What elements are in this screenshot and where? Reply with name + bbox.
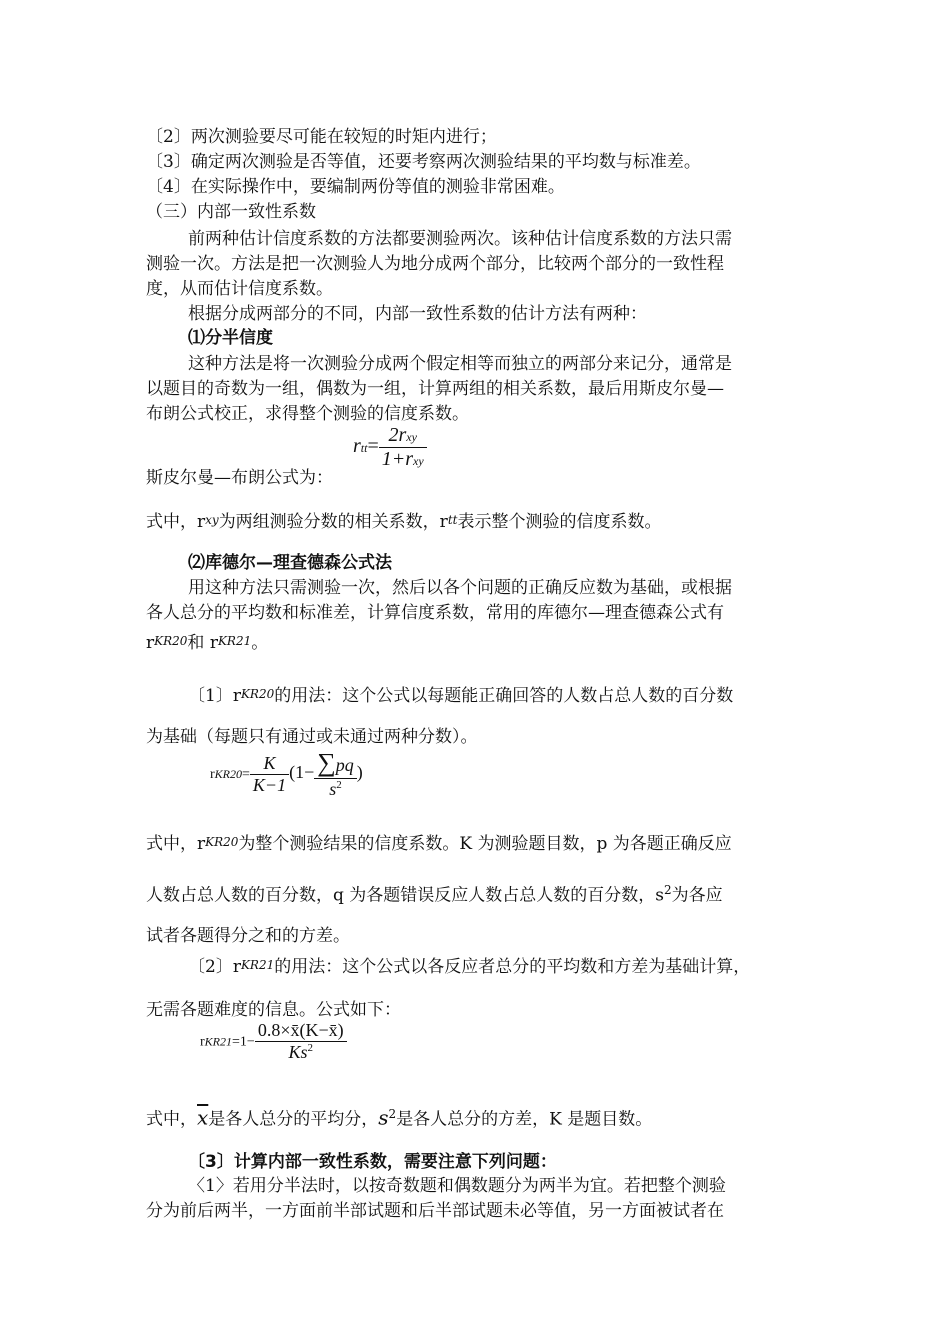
paragraph-line: 各人总分的平均数和标准差，计算信度系数，常用的库德尔—理查德森公式有 (146, 603, 724, 623)
paragraph-line: 〔3〕确定两次测验是否等值，还要考察两次测验结果的平均数与标准差。 (146, 152, 701, 172)
formula-label: 斯皮尔曼—布朗公式为： (146, 468, 333, 488)
kr20-formula: rKR20= $\frac{K}{K-1}$ (1− $\frac{\sum pq}{s^2}$ ) (210, 748, 363, 799)
spearman-brown-formula: rtt= $\frac{\text{2rxy}}{\text{1+rxy}}$ (353, 424, 427, 471)
paragraph-line: 度，从而估计信度系数。 (146, 279, 333, 299)
subsection-heading: ⑵库德尔—理查德森公式法 (188, 553, 392, 573)
paragraph-line: 〔2〕两次测验要尽可能在较短的时矩内进行； (146, 127, 497, 147)
paragraph-line: 〔1〕rKR20的用法：这个公式以每题能正确回答的人数占总人数的百分数 (188, 686, 734, 706)
paragraph-line: 分为前后两半，一方面前半部试题和后半部试题未必等值，另一方面被试者在 (146, 1201, 724, 1221)
paragraph-line: 〔4〕在实际操作中，要编制两份等值的测验非常困难。 (146, 177, 565, 197)
paragraph-line: 式中，rKR20为整个测验结果的信度系数。K 为测验题目数，p 为各题正确反应 (146, 834, 732, 854)
paragraph-line: 〈1〉若用分半法时，以按奇数题和偶数题分为两半为宜。若把整个测验 (188, 1176, 726, 1196)
subsection-heading: 〔3〕计算内部一致性系数，需要注意下列问题： (188, 1152, 557, 1172)
subsection-heading: ⑴分半信度 (188, 328, 273, 348)
paragraph-line: 根据分成两部分的不同，内部一致性系数的估计方法有两种： (188, 304, 647, 324)
paragraph-line: 人数占总人数的百分数，q 为各题错误反应人数占总人数的百分数，$s^2$为各应 (146, 883, 723, 906)
paragraph-line: 式中，rxy为两组测验分数的相关系数，rtt表示整个测验的信度系数。 (146, 512, 662, 532)
section-heading: （三）内部一致性系数 (146, 202, 316, 222)
paragraph-line: 这种方法是将一次测验分成两个假定相等而独立的两部分来记分，通常是 (188, 354, 732, 374)
paragraph-line: 式中，$\overline{x}$是各人总分的平均分，$s^2$是各人总分的方差，K 是题目数。 (146, 1105, 653, 1130)
paragraph-line: 为基础（每题只有通过或未通过两种分数）。 (146, 727, 478, 747)
paragraph-line: 以题目的奇数为一组，偶数为一组，计算两组的相关系数，最后用斯皮尔曼— (146, 379, 724, 399)
paragraph-line: 布朗公式校正，求得整个测验的信度系数。 (146, 404, 469, 424)
paragraph-line: 用这种方法只需测验一次，然后以各个问题的正确反应数为基础，或根据 (188, 578, 732, 598)
paragraph-line: rKR20和 rKR21。 (146, 633, 269, 653)
kr21-formula: rKR21=1− $\frac{0.8\times x̄(K-x̄)}{Ks^2}$ (200, 1020, 347, 1063)
paragraph-line: 试者各题得分之和的方差。 (146, 926, 350, 946)
paragraph-line: 〔2〕rKR21的用法：这个公式以各反应者总分的平均数和方差为基础计算， (188, 957, 751, 977)
paragraph-line: 前两种估计信度系数的方法都要测验两次。该种估计信度系数的方法只需 (188, 229, 732, 249)
paragraph-line: 测验一次。方法是把一次测验人为地分成两个部分，比较两个部分的一致性程 (146, 254, 724, 274)
paragraph-line: 无需各题难度的信息。公式如下： (146, 1000, 401, 1020)
